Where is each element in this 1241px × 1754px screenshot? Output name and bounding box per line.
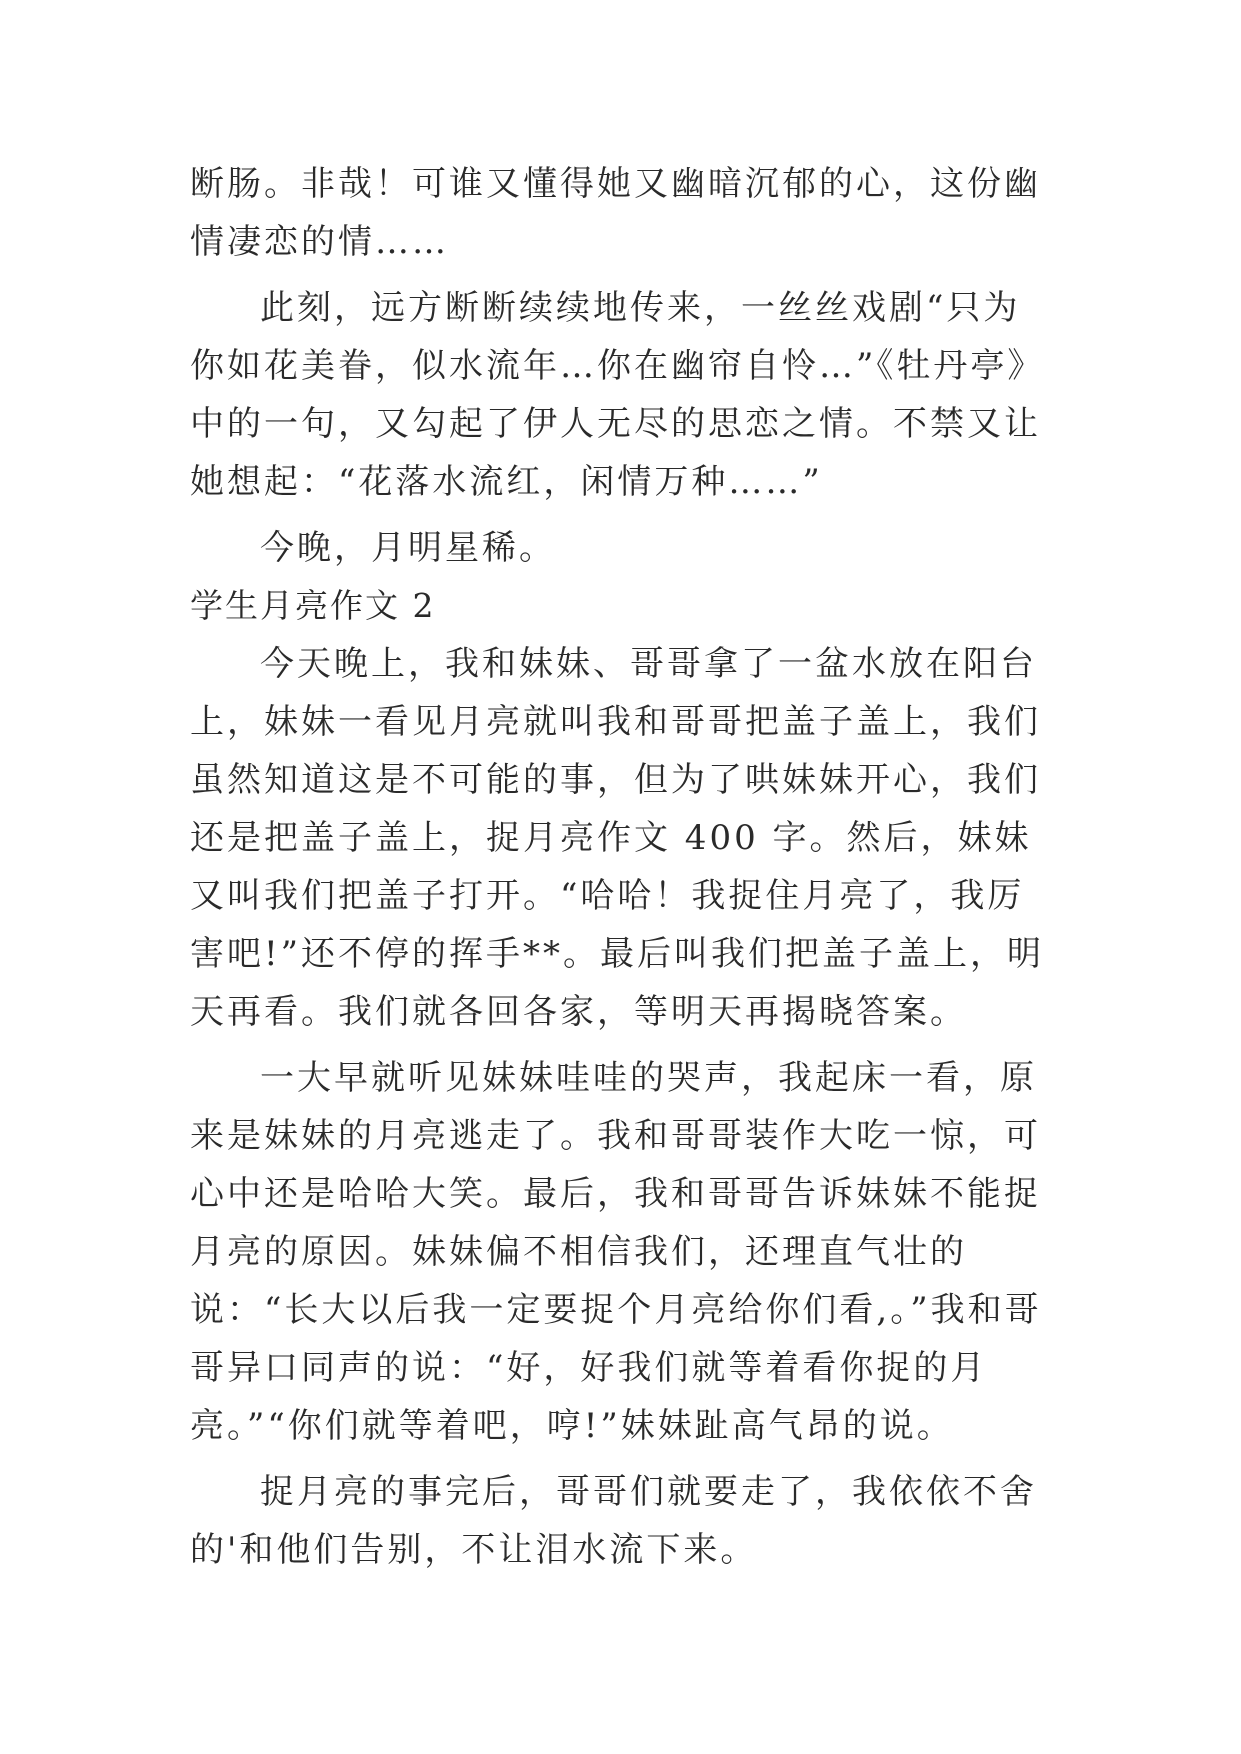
section-heading: 学生月亮作文 2 [190,586,436,625]
paragraph-5: 一大早就听见妹妹哇哇的哭声，我起床一看，原来是妹妹的月亮逃走了。我和哥哥装作大吃一惊，可心中还是哈哈大笑。最后，我和哥哥告诉妹妹不能捉月亮的原因。妹妹偏不相信我们，还理直气壮的说：“长大以后我一定要捉个月亮给你们看,。”我和哥哥异口同声的说：“好，好我们就等着看你捉的月亮。”“你们就等着吧，哼!”妹妹趾高气昂的说。 [190,1058,1042,1446]
paragraph-2: 此刻，远方断断续续地传来，一丝丝戏剧“只为你如花美眷，似水流年…你在幽帘自怜…”《牡丹亭》中的一句，又勾起了伊人无尽的思恋之情。不禁又让她想起：“花落水流红，闲情万种……” [190,288,1045,502]
paragraph-6: 捉月亮的事完后，哥哥们就要走了，我依依不舍的'和他们告别，不让泪水流下来。 [190,1472,1037,1570]
document-body [190,155,1055,1579]
paragraph-4: 今天晚上，我和妹妹、哥哥拿了一盆水放在阳台上，妹妹一看见月亮就叫我和哥哥把盖子盖上，我们虽然知道这是不可能的事，但为了哄妹妹开心，我们还是把盖子盖上，捉月亮作文 400 字。然后，妹妹又叫我们把盖子打开。“哈哈！我捉住月亮了，我厉害吧!”还不停的挥手**。最后叫我们把盖子盖上，明天再看。我们就各回各家，等明天再揭晓答案。 [190,644,1045,1032]
paragraph-3: 今晚，月明星稀。 [260,528,556,568]
paragraph-1: 断肠。非哉！可谁又懂得她又幽暗沉郁的心，这份幽情凄恋的情…… [190,164,1041,262]
